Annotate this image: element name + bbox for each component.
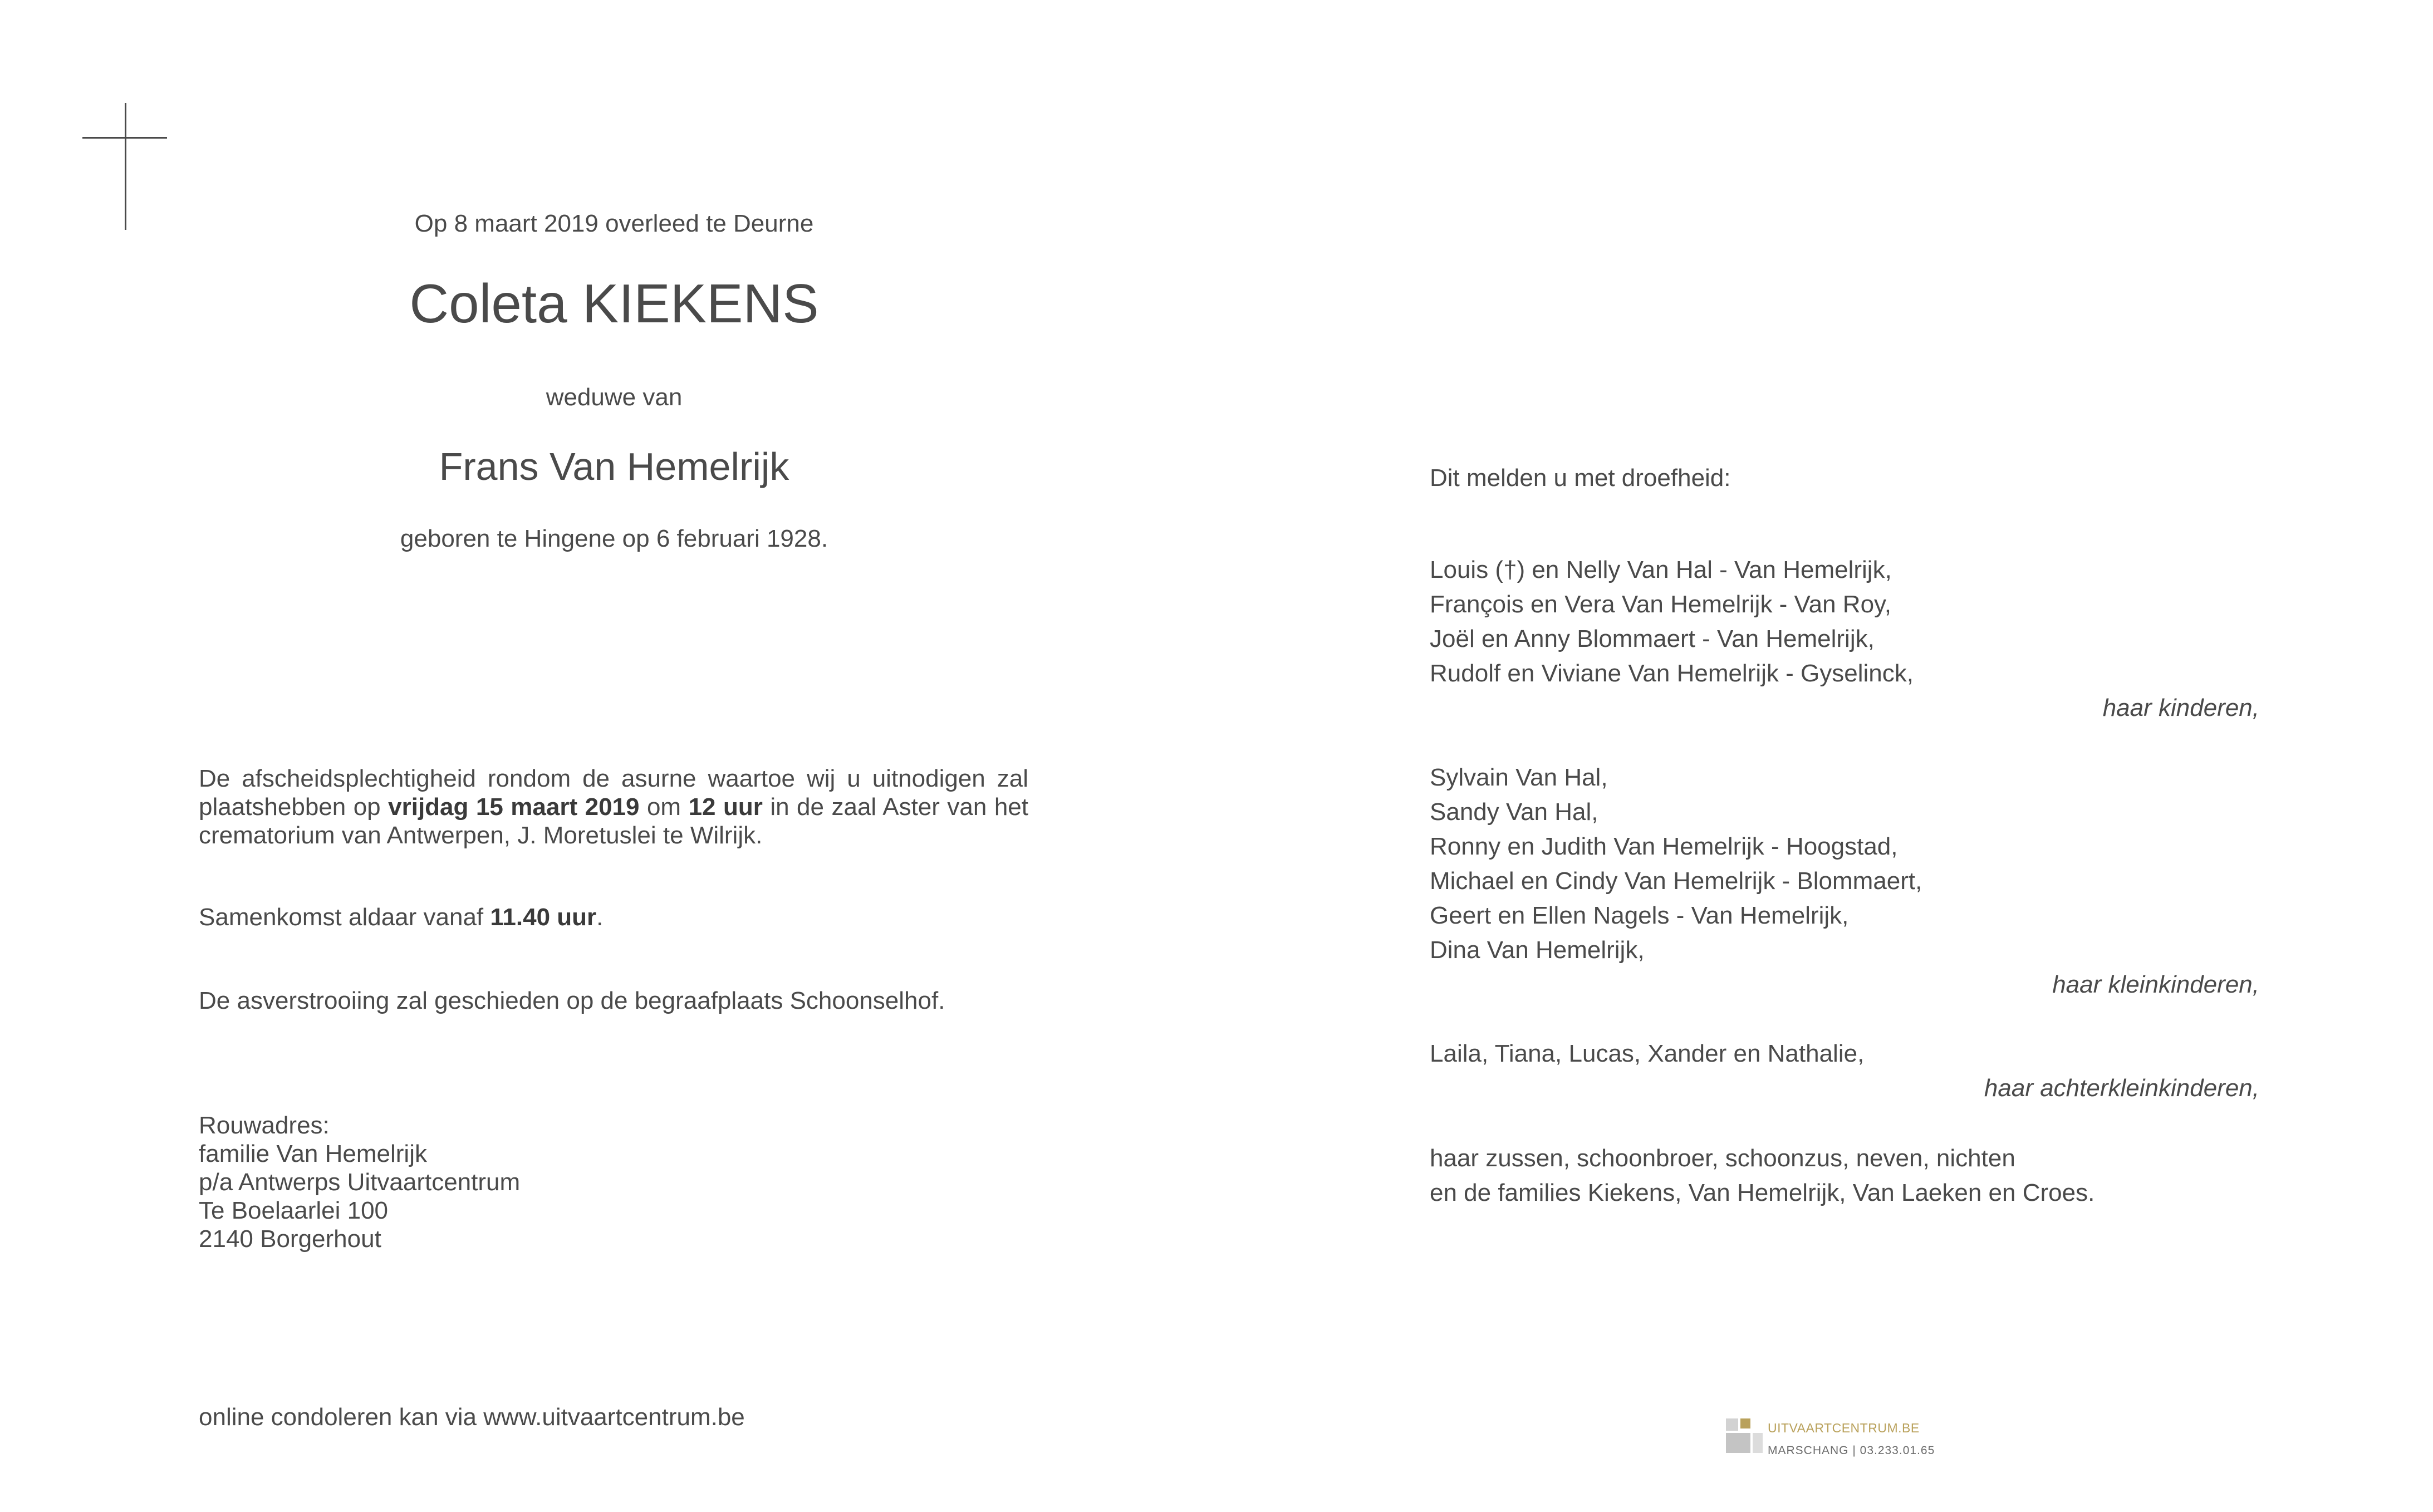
gathering-text: Samenkomst aldaar vanaf xyxy=(199,904,490,931)
logo-block-icon xyxy=(1726,1433,1750,1453)
others-block xyxy=(1430,1141,2259,1210)
children-label: haar kinderen, xyxy=(2102,694,2259,721)
family-intro: Dit melden u met droefheid: xyxy=(1430,464,1731,492)
list-item: Laila, Tiana, Lucas, Xander en Nathalie, xyxy=(1430,1040,1865,1067)
cross-icon-bar xyxy=(82,137,167,139)
list-item: Sylvain Van Hal, xyxy=(1430,764,1608,791)
list-item: Ronny en Judith Van Hemelrijk - Hoogstad, xyxy=(1430,833,1898,860)
gathering-suffix: . xyxy=(596,904,604,931)
funeral-home-logo xyxy=(1726,1418,1965,1463)
online-condolences: online condoleren kan via www.uitvaartcentrum.be xyxy=(199,1403,745,1431)
deceased-name: Coleta KIEKENS xyxy=(409,273,819,334)
ceremony-date: vrijdag 15 maart 2019 xyxy=(388,793,640,821)
birth-line: geboren te Hingene op 6 februari 1928. xyxy=(400,525,828,552)
address-line: 2140 Borgerhout xyxy=(199,1225,381,1253)
address-label: Rouwadres: xyxy=(199,1112,330,1139)
death-line: Op 8 maart 2019 overleed te Deurne xyxy=(414,210,814,237)
grandchildren-list xyxy=(1430,760,2259,1002)
ceremony-paragraph xyxy=(199,764,1028,850)
gathering-time: 11.40 uur xyxy=(490,904,597,931)
scattering-line: De asverstrooiing zal geschieden op de begraafplaats Schoonselhof. xyxy=(199,987,945,1014)
children-list xyxy=(1430,553,2259,725)
list-item: François en Vera Van Hemelrijk - Van Roy, xyxy=(1430,591,1891,618)
list-item: Dina Van Hemelrijk, xyxy=(1430,936,1645,964)
address-line: familie Van Hemelrijk xyxy=(199,1140,427,1167)
logo-block-icon xyxy=(1753,1433,1763,1453)
great-grandchildren-block xyxy=(1430,1037,2259,1106)
address-line: Te Boelaarlei 100 xyxy=(199,1197,389,1224)
great-grandchildren-label: haar achterkleinkinderen, xyxy=(1984,1074,2259,1102)
spouse-name: Frans Van Hemelrijk xyxy=(439,445,789,488)
logo-square-icon xyxy=(1726,1418,1738,1431)
gathering-line xyxy=(199,903,1028,931)
ceremony-text-3: in de zaal Aster van het crematorium van Antwerpen, J. Moretuslei te Wilrijk. xyxy=(199,793,1028,849)
ceremony-text-1: De afscheidsplechtigheid rondom de asurne waartoe wij u uitnodigen zal plaatshebben op xyxy=(199,765,1028,821)
widow-of-label: weduwe van xyxy=(546,384,683,411)
cross-icon xyxy=(125,103,126,230)
ceremony-text-2: om xyxy=(639,793,689,821)
logo-accent-square-icon xyxy=(1740,1418,1750,1428)
list-item: Rudolf en Viviane Van Hemelrijk - Gyselinck, xyxy=(1430,660,1914,687)
list-item: haar zussen, schoonbroer, schoonzus, neven, nichten xyxy=(1430,1145,2015,1172)
list-item: Sandy Van Hal, xyxy=(1430,798,1598,826)
list-item: en de families Kiekens, Van Hemelrijk, Van Laeken en Croes. xyxy=(1430,1179,2095,1206)
address-block xyxy=(199,1111,1028,1253)
list-item: Louis (†) en Nelly Van Hal - Van Hemelrijk, xyxy=(1430,556,1892,583)
list-item: Joël en Anny Blommaert - Van Hemelrijk, xyxy=(1430,625,1875,652)
grandchildren-label: haar kleinkinderen, xyxy=(2052,971,2259,998)
logo-top-text: UITVAARTCENTRUM.BE xyxy=(1768,1421,1920,1435)
logo-bottom-text: MARSCHANG | 03.233.01.65 xyxy=(1768,1444,1935,1457)
address-line: p/a Antwerps Uitvaartcentrum xyxy=(199,1169,521,1196)
list-item: Michael en Cindy Van Hemelrijk - Blommaert, xyxy=(1430,867,1922,895)
list-item: Geert en Ellen Nagels - Van Hemelrijk, xyxy=(1430,902,1849,929)
ceremony-time: 12 uur xyxy=(688,793,763,821)
